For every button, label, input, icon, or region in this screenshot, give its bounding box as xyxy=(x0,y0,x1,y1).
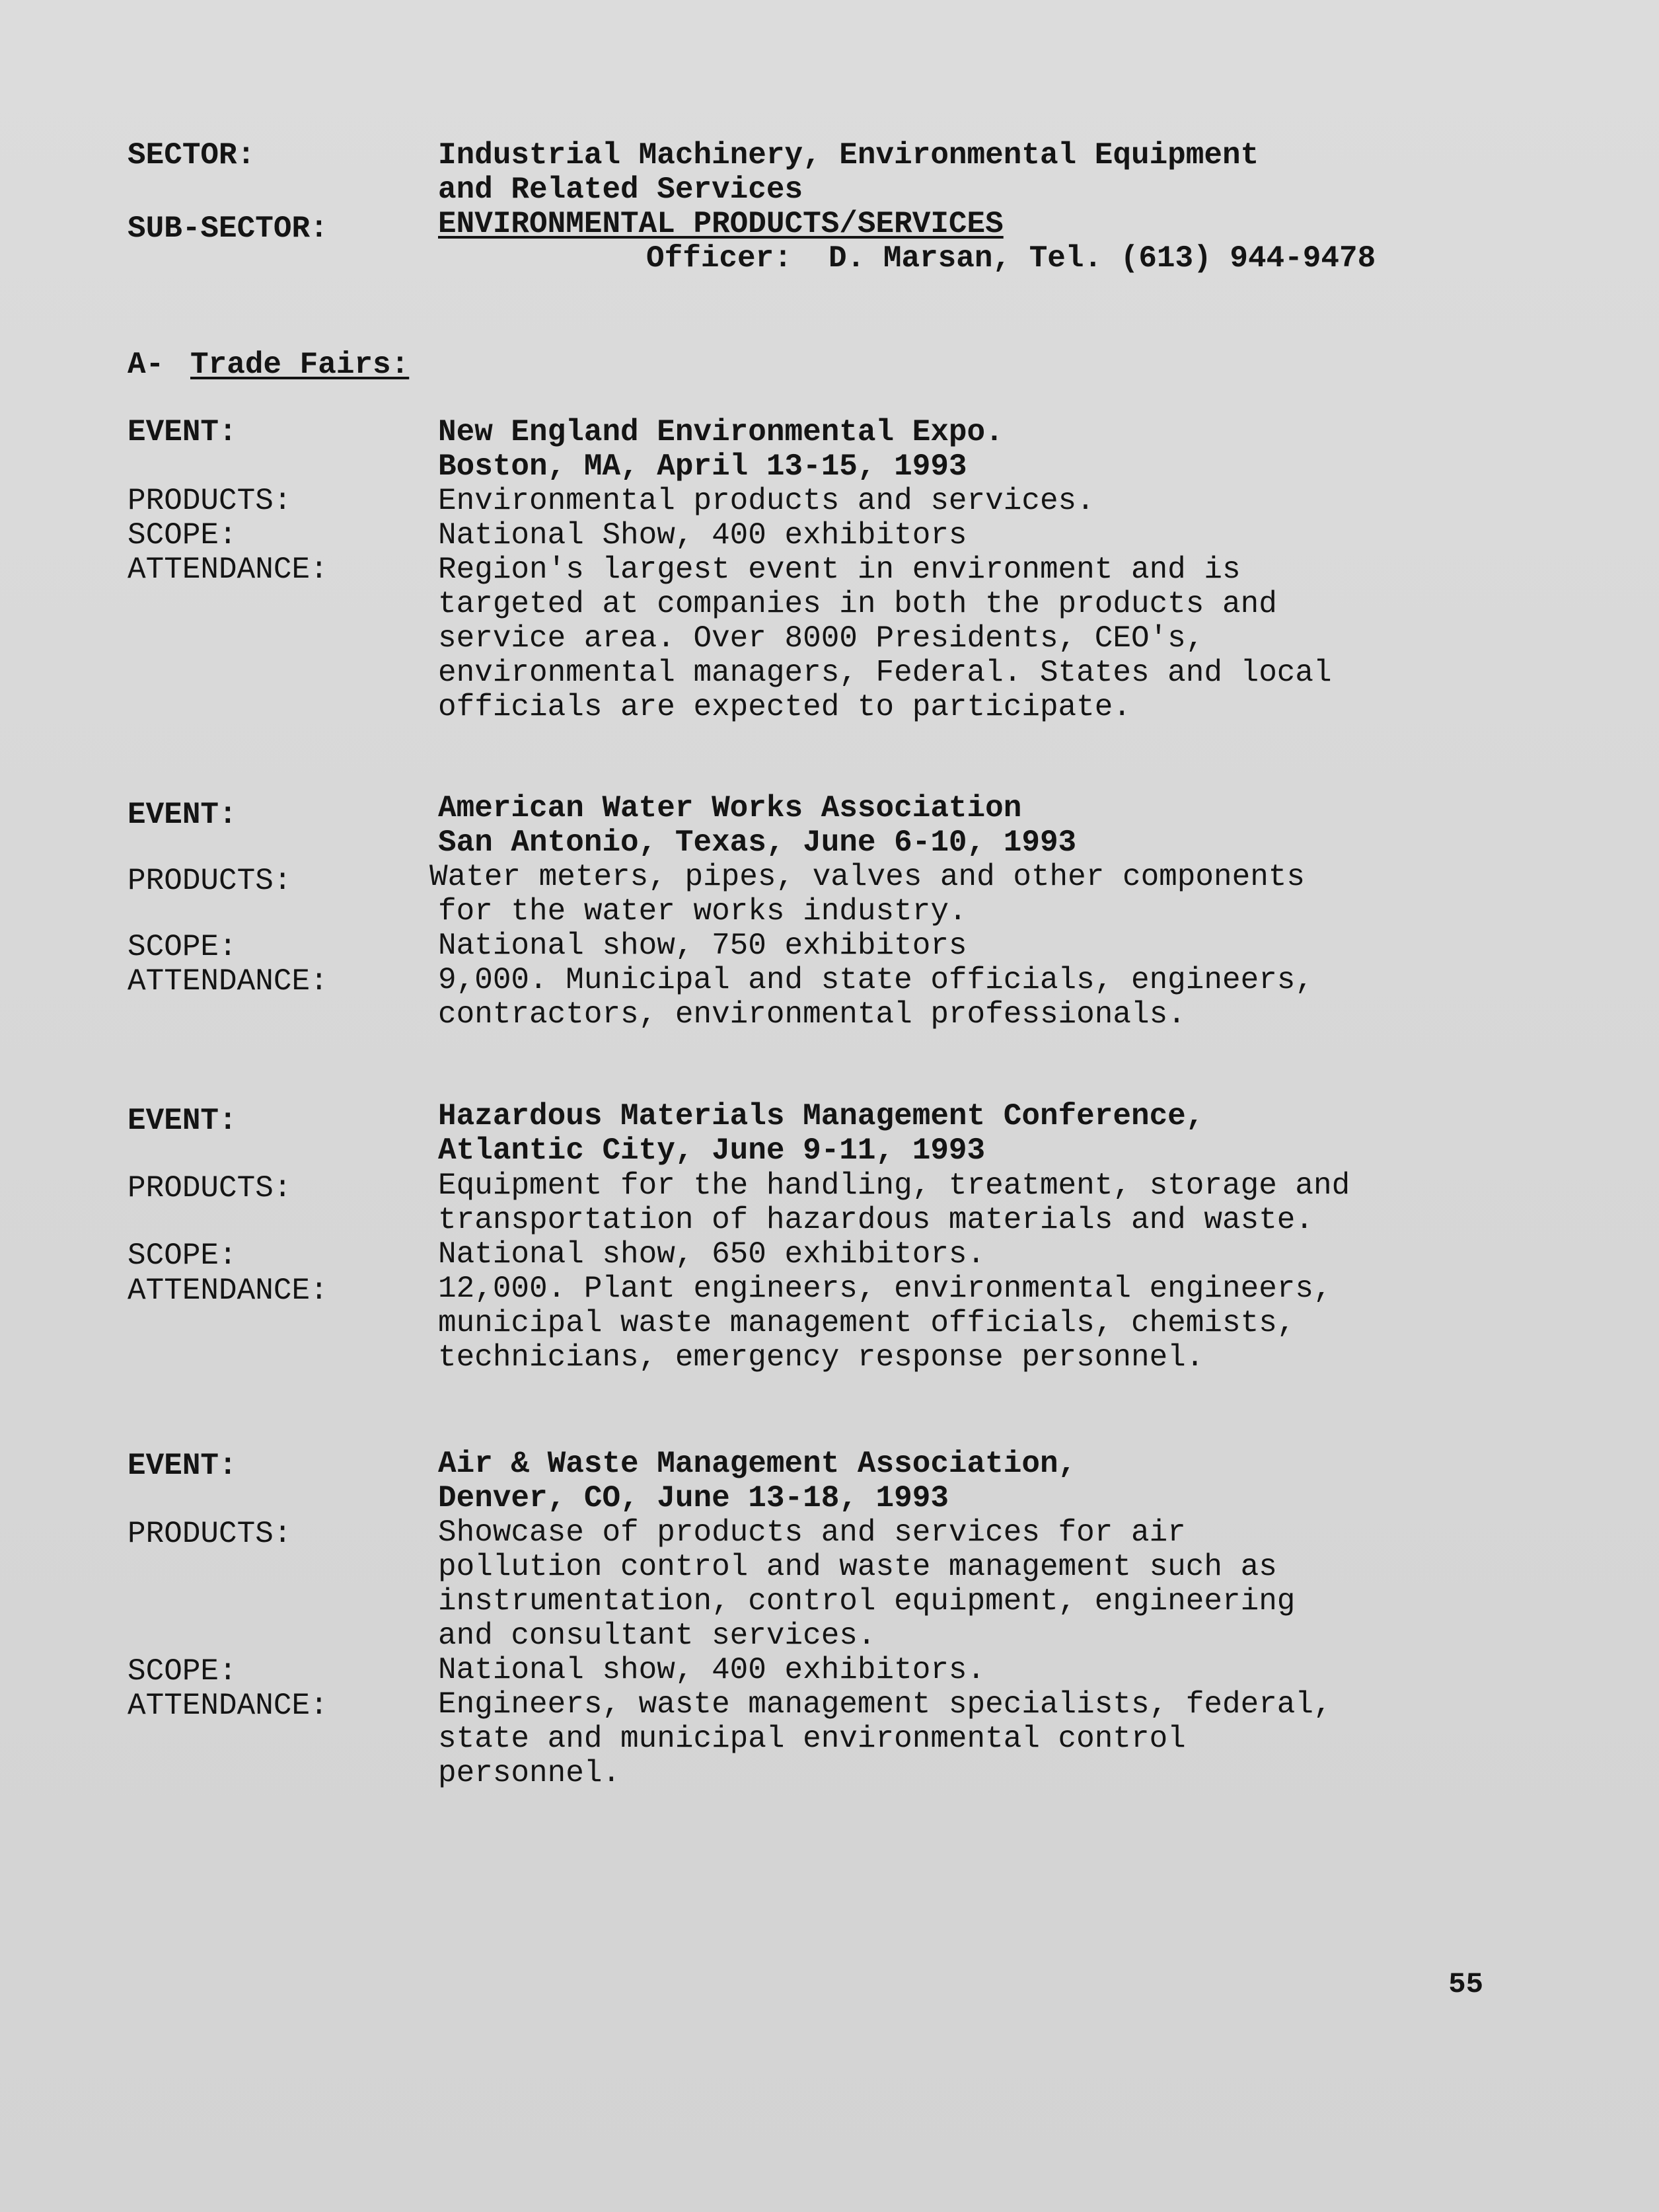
attendance-text: state and municipal environmental control xyxy=(438,1722,1186,1756)
event-location-date: Denver, CO, June 13-18, 1993 xyxy=(438,1481,949,1515)
event-label: EVENT: xyxy=(128,798,237,832)
products-text: pollution control and waste management such as xyxy=(438,1550,1277,1584)
scope-text: National show, 750 exhibitors xyxy=(438,929,967,963)
products-text: and consultant services. xyxy=(438,1619,876,1653)
attendance-text: targeted at companies in both the products and xyxy=(438,587,1277,621)
officer-contact: Officer: D. Marsan, Tel. (613) 944-9478 xyxy=(646,241,1376,276)
products-text: instrumentation, control equipment, engineering xyxy=(438,1584,1296,1619)
products-text: transportation of hazardous materials and waste. xyxy=(438,1203,1314,1237)
event-location-date: San Antonio, Texas, June 6-10, 1993 xyxy=(438,825,1077,860)
section-prefix: A- xyxy=(128,348,165,382)
products-text: for the water works industry. xyxy=(438,894,967,929)
subsector-value: ENVIRONMENTAL PRODUCTS/SERVICES xyxy=(438,207,1004,241)
event-label: EVENT: xyxy=(128,1449,237,1483)
scope-text: National show, 650 exhibitors. xyxy=(438,1237,986,1272)
event-name: Air & Waste Management Association, xyxy=(438,1447,1077,1481)
scope-label: SCOPE: xyxy=(128,930,237,964)
attendance-text: 12,000. Plant engineers, environmental engineers, xyxy=(438,1272,1332,1306)
products-label: PRODUCTS: xyxy=(128,484,292,518)
event-name: American Water Works Association xyxy=(438,791,1022,825)
sector-label: SECTOR: xyxy=(128,138,256,172)
attendance-text: service area. Over 8000 Presidents, CEO's, xyxy=(438,621,1204,656)
event-name: New England Environmental Expo. xyxy=(438,415,1004,449)
sector-value-line1: Industrial Machinery, Environmental Equipment xyxy=(438,138,1259,172)
attendance-text: contractors, environmental professionals. xyxy=(438,997,1186,1032)
products-text: Environmental products and services. xyxy=(438,484,1095,518)
page-number: 55 xyxy=(1448,1968,1483,2001)
event-name: Hazardous Materials Management Conference, xyxy=(438,1099,1204,1133)
products-text: Showcase of products and services for air xyxy=(438,1515,1186,1550)
attendance-text: Region's largest event in environment and is xyxy=(438,553,1241,587)
section-title: Trade Fairs: xyxy=(190,348,410,382)
event-label: EVENT: xyxy=(128,1104,237,1138)
attendance-label: ATTENDANCE: xyxy=(128,553,328,587)
products-label: PRODUCTS: xyxy=(128,1517,292,1551)
attendance-label: ATTENDANCE: xyxy=(128,1274,328,1308)
scope-label: SCOPE: xyxy=(128,1239,237,1273)
attendance-text: personnel. xyxy=(438,1756,621,1790)
products-label: PRODUCTS: xyxy=(128,864,292,898)
attendance-text: technicians, emergency response personnel. xyxy=(438,1340,1204,1375)
scope-text: National show, 400 exhibitors. xyxy=(438,1653,986,1687)
products-text: Water meters, pipes, valves and other components xyxy=(429,860,1306,894)
event-label: EVENT: xyxy=(128,415,237,449)
event-location-date: Atlantic City, June 9-11, 1993 xyxy=(438,1133,986,1168)
scope-label: SCOPE: xyxy=(128,518,237,553)
scope-label: SCOPE: xyxy=(128,1654,237,1689)
sector-value-line2: and Related Services xyxy=(438,172,803,207)
products-text: Equipment for the handling, treatment, storage and xyxy=(438,1168,1350,1203)
products-label: PRODUCTS: xyxy=(128,1171,292,1205)
attendance-text: officials are expected to participate. xyxy=(438,690,1131,724)
attendance-label: ATTENDANCE: xyxy=(128,1689,328,1723)
subsector-label: SUB-SECTOR: xyxy=(128,211,328,246)
attendance-text: 9,000. Municipal and state officials, engineers, xyxy=(438,963,1314,997)
event-location-date: Boston, MA, April 13-15, 1993 xyxy=(438,449,967,484)
attendance-label: ATTENDANCE: xyxy=(128,964,328,999)
attendance-text: municipal waste management officials, chemists, xyxy=(438,1306,1296,1340)
attendance-text: environmental managers, Federal. States and local xyxy=(438,656,1332,690)
attendance-text: Engineers, waste management specialists, federal, xyxy=(438,1687,1332,1722)
scope-text: National Show, 400 exhibitors xyxy=(438,518,967,553)
